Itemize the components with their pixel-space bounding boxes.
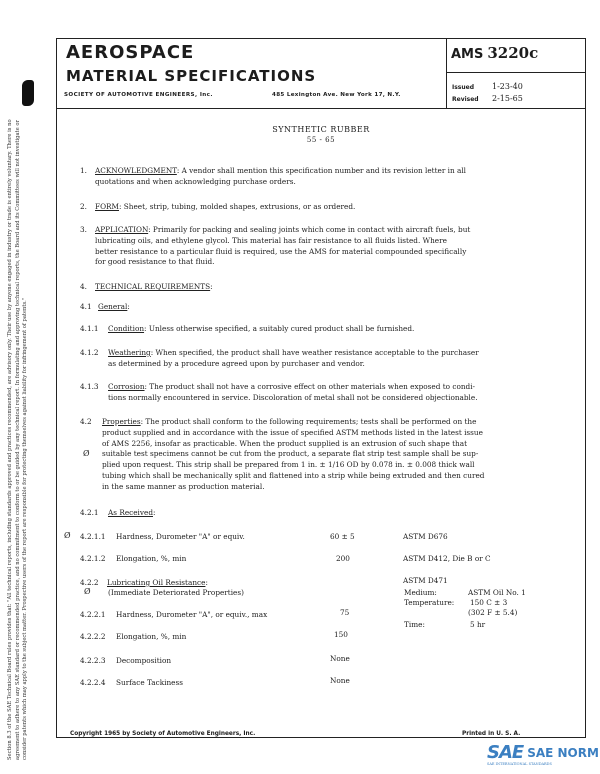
- row-4-2-1-1-number: 4.2.1.1: [80, 532, 106, 541]
- row-4-2-2-3-number: 4.2.2.3: [80, 656, 106, 665]
- section-4-2-1-heading: As Received: [108, 508, 153, 517]
- section-1-heading: ACKNOWLEDGMENT: [95, 166, 177, 175]
- section-2-text: : Sheet, strip, tubing, molded shapes, extrusions, or as ordered.: [119, 202, 356, 211]
- issued-label: Issued: [452, 84, 475, 91]
- section-4-2: [102, 417, 574, 493]
- row-4-2-1-1-label: Hardness, Durometer "A" or equiv.: [116, 532, 245, 541]
- row-4-2-2-heading: Lubricating Oil Resistance: [107, 578, 206, 587]
- medium-label: Medium:: [404, 588, 437, 597]
- section-4-1-1-number: 4.1.1: [80, 324, 99, 333]
- printed-in: Printed in U. S. A.: [462, 731, 521, 737]
- section-4-1-1-heading: Condition: [108, 324, 145, 333]
- section-4-1-3-heading: Corrosion: [108, 382, 145, 391]
- section-4-2-text-7: in the same manner as production material.: [102, 481, 265, 491]
- row-4-2-2-2-label: Elongation, %, min: [116, 632, 187, 641]
- time-value: 5 hr: [470, 620, 486, 629]
- section-4-1-1: [108, 324, 568, 335]
- ams-code: 3220c: [487, 44, 539, 62]
- section-1-number: 1.: [80, 166, 87, 175]
- section-4-2-heading: Properties: [102, 417, 141, 426]
- row-4-2-1-2-method: ASTM D412, Die B or C: [403, 554, 491, 563]
- section-1-text-2: quotations and when acknowledging purchase orders.: [95, 176, 296, 186]
- row-4-2-1-2-number: 4.2.1.2: [80, 554, 106, 563]
- row-4-2-2-1-label: Hardness, Durometer "A", or equiv., max: [116, 610, 268, 619]
- section-3-heading: APPLICATION: [95, 225, 149, 234]
- section-3-text: : Primarily for packing and sealing joints which come in contact with aircraft fuels, but: [148, 225, 471, 234]
- time-label: Time:: [404, 620, 425, 629]
- section-1-text: : A vendor shall mention this specification number and its revision letter in all: [176, 166, 467, 175]
- section-4-1-heading: General: [98, 302, 128, 311]
- sae-logo-mark: SAE: [487, 742, 524, 763]
- section-4-1: [98, 302, 130, 313]
- section-4: [95, 282, 213, 293]
- section-4-2-text-6: tubing which shall be mechanically split and flattened into a strip while being extruded and then cured: [102, 470, 485, 480]
- section-4-1-colon: :: [127, 302, 130, 311]
- row-4-2-2-method: ASTM D471: [403, 576, 448, 585]
- row-4-2-2-3-value: None: [330, 654, 350, 663]
- section-4-1-3-number: 4.1.3: [80, 382, 99, 391]
- side-disclaimer: Section 8.3 of the SAE Technical Board rules provides that: "All technical reports, including standards approved and practices recommended, are advisory only. Their use by anyone engaged in industry or trade is entirely voluntary. There is no agreement to adhere to any SAE standard or recommended practice, and no commitment to conform to or be guided by any technical report. In formulating and approving technical reports, the Board and its Committees will not investigate or consider patents which may apply to the subject matter. Prospective users of the report are responsible for protecting themselves against liability for infringement of patents.": [7, 119, 28, 760]
- society-name: SOCIETY OF AUTOMOTIVE ENGINEERS, Inc.: [64, 92, 213, 98]
- sae-subtext: SAE INTERNATIONAL STANDARDS: [487, 762, 552, 766]
- row-4-2-1-1-method: ASTM D676: [403, 532, 448, 541]
- medium-value: ASTM Oil No. 1: [468, 588, 526, 597]
- section-3-text-3: better resistance to a particular fluid is required, use the AMS for material compounded specifically: [95, 246, 467, 256]
- section-4-2-text-4: suitable test specimens cannot be cut from the product, a separate flat strip test sample shall be sup-: [102, 449, 479, 459]
- sae-norm-text: SAE NORM: [527, 745, 599, 760]
- section-2: [95, 202, 565, 213]
- section-3: [95, 225, 570, 268]
- row-4-2-2-number: 4.2.2: [80, 578, 99, 587]
- revised-label: Revised: [452, 96, 479, 103]
- section-2-number: 2.: [80, 202, 87, 211]
- section-4-1-2: [108, 348, 573, 370]
- section-4-1-2-text: : When specified, the product shall have weather resistance acceptable to the purchaser: [150, 348, 479, 357]
- section-2-heading: FORM: [95, 202, 120, 211]
- row-4-2-2-1-number: 4.2.2.1: [80, 610, 106, 619]
- row-4-2-2-3-label: Decomposition: [116, 656, 172, 665]
- row-4-2-2-4-label: Surface Tackiness: [116, 678, 183, 687]
- row-4-2-2-2-number: 4.2.2.2: [80, 632, 106, 641]
- issued-date: 1-23-40: [492, 82, 523, 91]
- document-title: [56, 124, 586, 146]
- temperature-label: Temperature:: [404, 598, 455, 607]
- section-4-1-2-text-2: as determined by a procedure agreed upon by purchaser and vendor.: [108, 358, 365, 368]
- row-4-2-2-colon: :: [205, 578, 208, 587]
- section-4-1-2-heading: Weathering: [108, 348, 151, 357]
- ams-number: [451, 44, 538, 62]
- row-4-2-2-label: [107, 578, 208, 588]
- row-4-2-1-1-value: 60 ± 5: [330, 532, 355, 541]
- header-divider: [56, 108, 586, 109]
- section-4-2-text-3: of AMS 2256, insofar as practicable. When the product supplied is an extrusion of such shape that: [102, 438, 468, 448]
- row-4-2-2-1-value: 75: [340, 608, 350, 617]
- section-4-1-3-text: : The product shall not have a corrosive effect on other materials when exposed to condi-: [144, 382, 476, 391]
- section-3-text-4: for good resistance to that fluid.: [95, 257, 215, 267]
- doc-title-text: SYNTHETIC RUBBER: [272, 125, 370, 134]
- section-4-1-1-text: : Unless otherwise specified, a suitably cured product shall be furnished.: [144, 324, 415, 333]
- section-4-2-text: : The product shall conform to the following requirements; tests shall be performed on the: [140, 417, 477, 426]
- section-4-2-1-number: 4.2.1: [80, 508, 99, 517]
- header-vertical-divider: [446, 38, 447, 108]
- revision-mark-row1: Ø: [64, 531, 71, 540]
- section-4-1-3: [108, 382, 573, 404]
- section-4-2-1-colon: :: [153, 508, 156, 517]
- society-address: 485 Lexington Ave. New York 17, N.Y.: [272, 92, 401, 98]
- section-3-text-2: lubricating oils, and ethylene glycol. This material has fair resistance to all fluids listed. Where: [95, 235, 447, 245]
- title-aerospace: AEROSPACE: [66, 42, 195, 63]
- section-4-1-2-number: 4.1.2: [80, 348, 99, 357]
- section-4-heading: TECHNICAL REQUIREMENTS: [95, 282, 211, 291]
- ams-prefix: AMS: [451, 47, 484, 62]
- section-4-2-1: [108, 508, 155, 519]
- copyright: Copyright 1965 by Society of Automotive Engineers, Inc.: [70, 731, 256, 737]
- section-4-1-number: 4.1: [80, 302, 92, 311]
- section-4-2-number: 4.2: [80, 417, 92, 426]
- section-4-colon: :: [210, 282, 213, 291]
- section-4-2-text-5: plied upon request. This strip shall be prepared from 1 in. ± 1/16 OD by 0.078 in. ± 0.008 thick wall: [102, 460, 475, 470]
- temperature-value-f: (302 F ± 5.4): [468, 608, 518, 617]
- row-4-2-2-4-number: 4.2.2.4: [80, 678, 106, 687]
- revision-mark: Ø: [83, 449, 90, 458]
- section-4-number: 4.: [80, 282, 87, 291]
- row-4-2-2-2-value: 150: [334, 630, 348, 639]
- row-4-2-1-2-value: 200: [336, 554, 350, 563]
- section-4-1-3-text-2: tions normally encountered in service. Discoloration of metal shall not be considered objectionable.: [108, 392, 478, 402]
- row-4-2-2-sub: (Immediate Deteriorated Properties): [108, 588, 244, 597]
- title-material-specifications: MATERIAL SPECIFICATIONS: [66, 67, 317, 85]
- revised-date: 2-15-65: [492, 94, 523, 103]
- section-3-number: 3.: [80, 225, 87, 234]
- issue-dates: [452, 81, 523, 105]
- doc-range: 55 - 65: [306, 136, 336, 144]
- revision-mark-row3: Ø: [84, 587, 91, 596]
- section-4-2-text-2: product supplied and in accordance with the issue of specified ASTM methods listed in the latest issue: [102, 427, 483, 437]
- section-1: [95, 166, 565, 188]
- sae-norm-watermark: [487, 742, 599, 766]
- temperature-value: 150 C ± 3: [470, 598, 508, 607]
- row-4-2-1-2-label: Elongation, %, min: [116, 554, 187, 563]
- row-4-2-2-4-value: None: [330, 676, 350, 685]
- ams-box-divider: [446, 72, 586, 73]
